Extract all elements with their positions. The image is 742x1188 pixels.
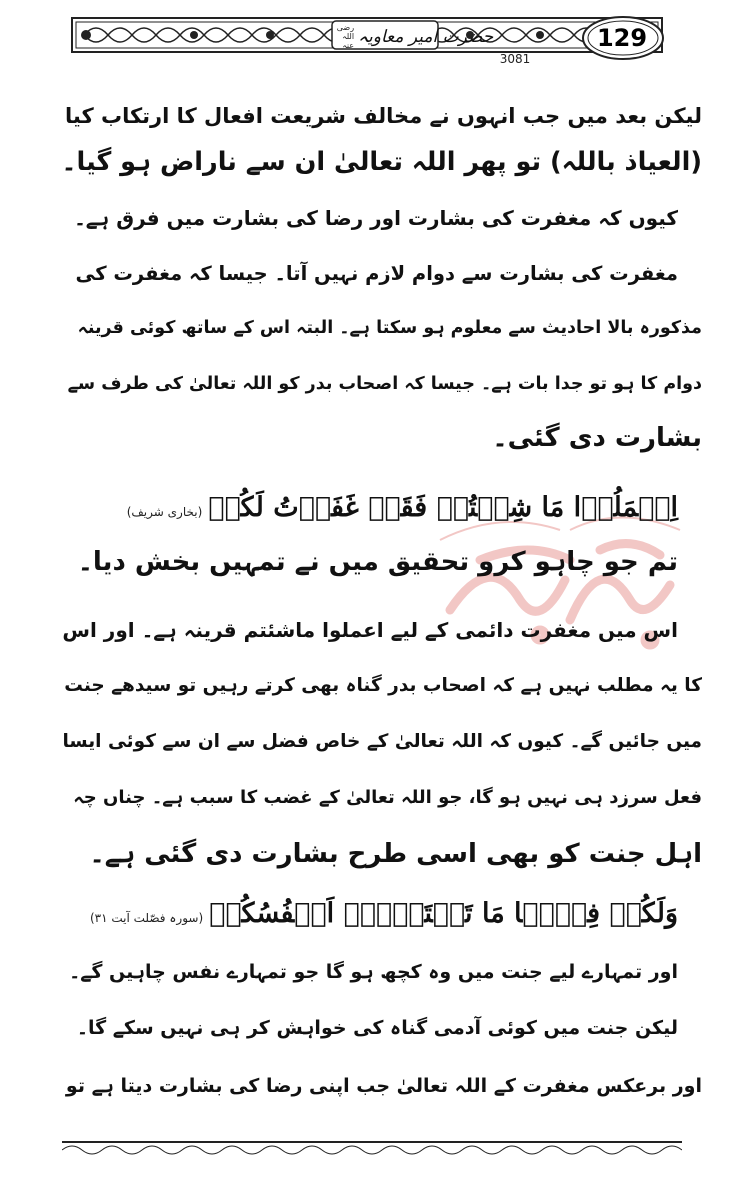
text-line: میں جائیں گے۔ کیوں کہ اللہ تعالیٰ کے خاص فضل سے ان سے کوئی ایسا <box>62 731 702 752</box>
running-title <box>336 22 494 50</box>
reference-number: 3081 <box>499 52 531 66</box>
footer-ornament <box>62 1138 682 1158</box>
verse-line <box>90 894 678 938</box>
title-honorific: رضی اللہ عنہ <box>336 22 355 50</box>
text-line: بشارت دی گئی۔ <box>492 423 702 453</box>
text-line: کیوں کہ مغفرت کی بشارت اور رضا کی بشارت میں فرق ہے۔ <box>74 206 678 230</box>
verse-line <box>127 488 678 532</box>
text-line: لیکن بعد میں جب انہوں نے مخالف شریعت افعال کا ارتکاب کیا <box>64 104 702 128</box>
verse-text: وَلَکُمۡ فِیۡہَا مَا تَشۡتَہِیۡۤ اَنۡفُسُکُمۡ <box>209 898 678 929</box>
translation-line: تم جو چاہو کرو تحقیق میں نے تمہیں بخش دیا۔ <box>77 547 678 577</box>
verse-text: اِعۡمَلُوۡا مَا شِئۡتُمۡ فَقَدۡ غَفَرۡتُ لَکُمۡ <box>208 492 678 523</box>
text-line: اہل جنت کو بھی اسی طرح بشارت دی گئی ہے۔ <box>89 839 702 869</box>
text-line: مغفرت کی بشارت سے دوام لازم نہیں آتا۔ جیسا کہ مغفرت کی <box>75 262 678 285</box>
text-line: لیکن جنت میں کوئی آدمی گناہ کی خواہش کر ہی نہیں سکے گا۔ <box>76 1017 678 1039</box>
text-line: فعل سرزد ہی نہیں ہو گا، جو اللہ تعالیٰ کے غضب کا سبب ہے۔ چناں چہ <box>73 787 702 808</box>
text-line: مذکورہ بالا احادیث سے معلوم ہو سکتا ہے۔ البتہ اس کے ساتھ کوئی قرینہ <box>77 318 702 338</box>
text-line: دوام کا ہو تو جدا بات ہے۔ جیسا کہ اصحاب بدر کو اللہ تعالیٰ کی طرف سے <box>67 374 702 394</box>
verse-citation: (بخاری شریف) <box>126 505 203 519</box>
page-number: 129 <box>596 24 648 52</box>
verse-citation: (سورہ فصّلت آیت ۳۱) <box>89 911 204 925</box>
text-line: اور برعکس مغفرت کے اللہ تعالیٰ جب اپنی رضا کی بشارت دیتا ہے تو <box>65 1075 702 1097</box>
text-line: کا یہ مطلب نہیں ہے کہ اصحاب بدر گناہ بھی کرتے رہیں تو سیدھے جنت <box>64 675 702 696</box>
book-title: حضرت امیر معاویہ <box>358 26 494 47</box>
text-line: (العیاذ باللہ) تو پھر اللہ تعالیٰ ان سے ناراض ہو گیا۔ <box>61 147 702 177</box>
translation-line: اور تمہارے لیے جنت میں وہ کچھ ہو گا جو تمہارے نفس چاہیں گے۔ <box>69 961 678 983</box>
text-line: اس میں مغفرت دائمی کے لیے اعملوا ماشئتم قرینہ ہے۔ اور اس <box>62 618 678 642</box>
